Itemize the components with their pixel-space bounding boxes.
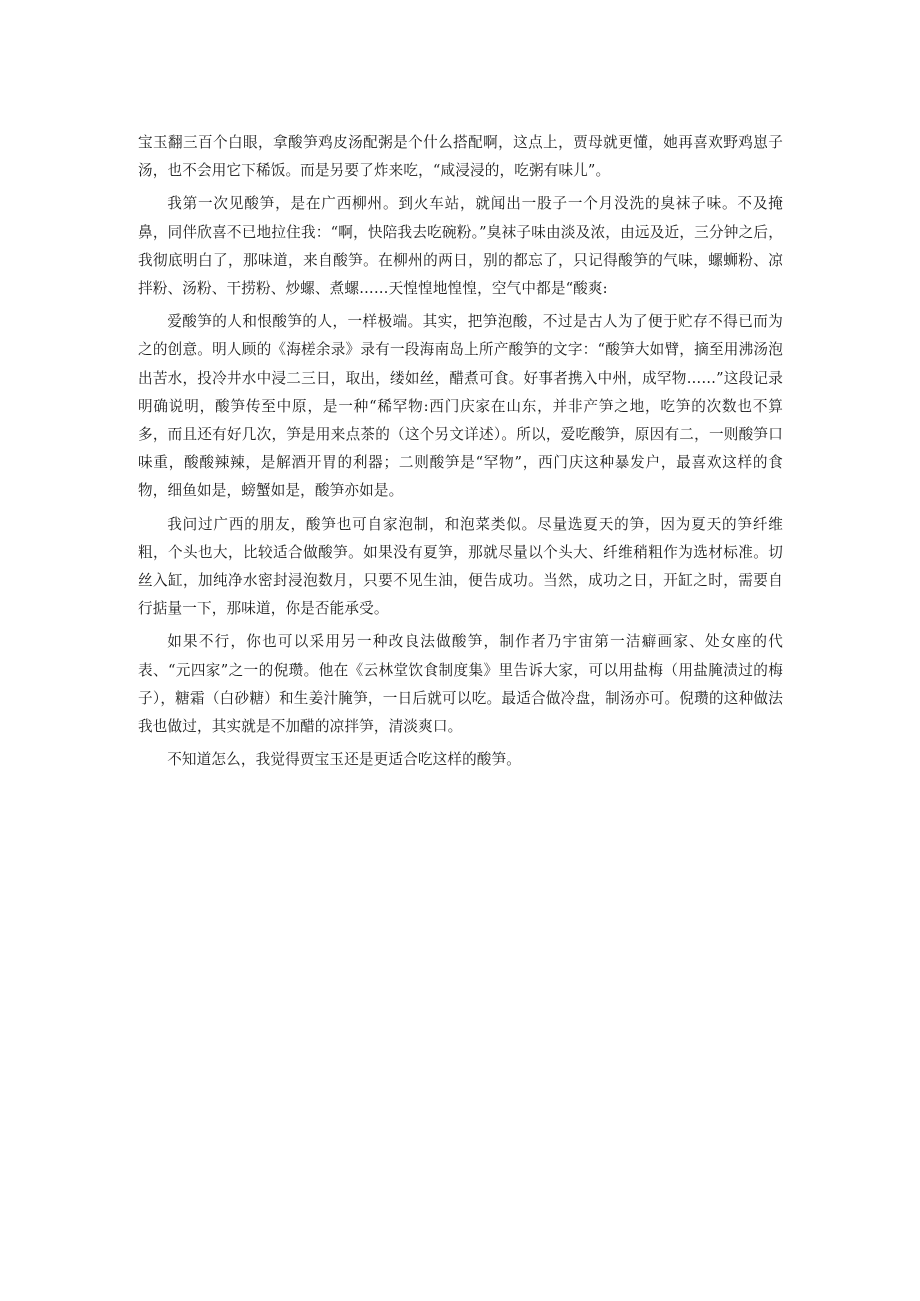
paragraph-3: 爱酸笋的人和恨酸笋的人，一样极端。其实，把笋泡酸，不过是古人为了便于贮存不得已而为之的创意。明人顾的《海槎余录》录有一段海南岛上所产酸笋的文字：“酸笋大如臂，摘至用沸汤泡出苦水，投冷井水中浸二三日，取出，缕如丝，醋煮可食。好事者携入中州，成罕物……”这段记录明确说明，酸笋传至中原，是一种“稀罕物:西门庆家在山东，并非产笋之地，吃笋的次数也不算多，而且还有好几次，笋是用来点茶的（这个另文详述）。所以，爱吃酸笋，原因有二，一则酸笋口味重，酸酸辣辣，是解酒开胃的利器；二则酸笋是“罕物”，西门庆这种暴发户，最喜欢这样的食物，细鱼如是，螃蟹如是，酸笋亦如是。 [138, 313, 783, 500]
paragraph-1: 宝玉翻三百个白眼，拿酸笋鸡皮汤配粥是个什么搭配啊，这点上，贾母就更懂，她再喜欢野鸡崽子汤，也不会用它下稀饭。而是另要了炸来吃，“咸浸浸的，吃粥有味儿”。 [138, 134, 783, 180]
article-body [138, 129, 783, 779]
paragraph-2: 我第一次见酸笋，是在广西柳州。到火车站，就闻出一股子一个月没洗的臭袜子味。不及掩鼻，同伴欣喜不已地拉住我：“啊，快陪我去吃碗粉。”臭袜子味由淡及浓，由远及近，三分钟之后，我彻底明白了，那味道，来自酸笋。在柳州的两日，别的都忘了，只记得酸笋的气味，螺蛳粉、凉拌粉、汤粉、干捞粉、炒螺、煮螺……天惶惶地惶惶，空气中都是“酸爽: [138, 195, 783, 298]
paragraph-4: 我问过广西的朋友，酸笋也可自家泡制，和泡菜类似。尽量选夏天的笋，因为夏天的笋纤维粗，个头也大，比较适合做酸笋。如果没有夏笋，那就尽量以个头大、纤维稍粗作为选材标准。切丝入缸，加纯净水密封浸泡数月，只要不见生油，便告成功。当然，成功之日，开缸之时，需要自行掂量一下，那味道，你是否能承受。 [138, 515, 783, 618]
paragraph-6: 不知道怎么，我觉得贾宝玉还是更适合吃这样的酸笋。 [167, 751, 522, 769]
paragraph-5: 如果不行，你也可以采用另一种改良法做酸笋，制作者乃宇宙第一洁癖画家、处女座的代表、“元四家”之一的倪瓒。他在《云林堂饮食制度集》里告诉大家，可以用盐梅（用盐腌渍过的梅子），糖霜（白砂糖）和生姜汁腌笋，一日后就可以吃。最适合做冷盘，制汤亦可。倪瓒的这种做法我也做过，其实就是不加醋的凉拌笋，清淡爽口。 [138, 633, 783, 736]
